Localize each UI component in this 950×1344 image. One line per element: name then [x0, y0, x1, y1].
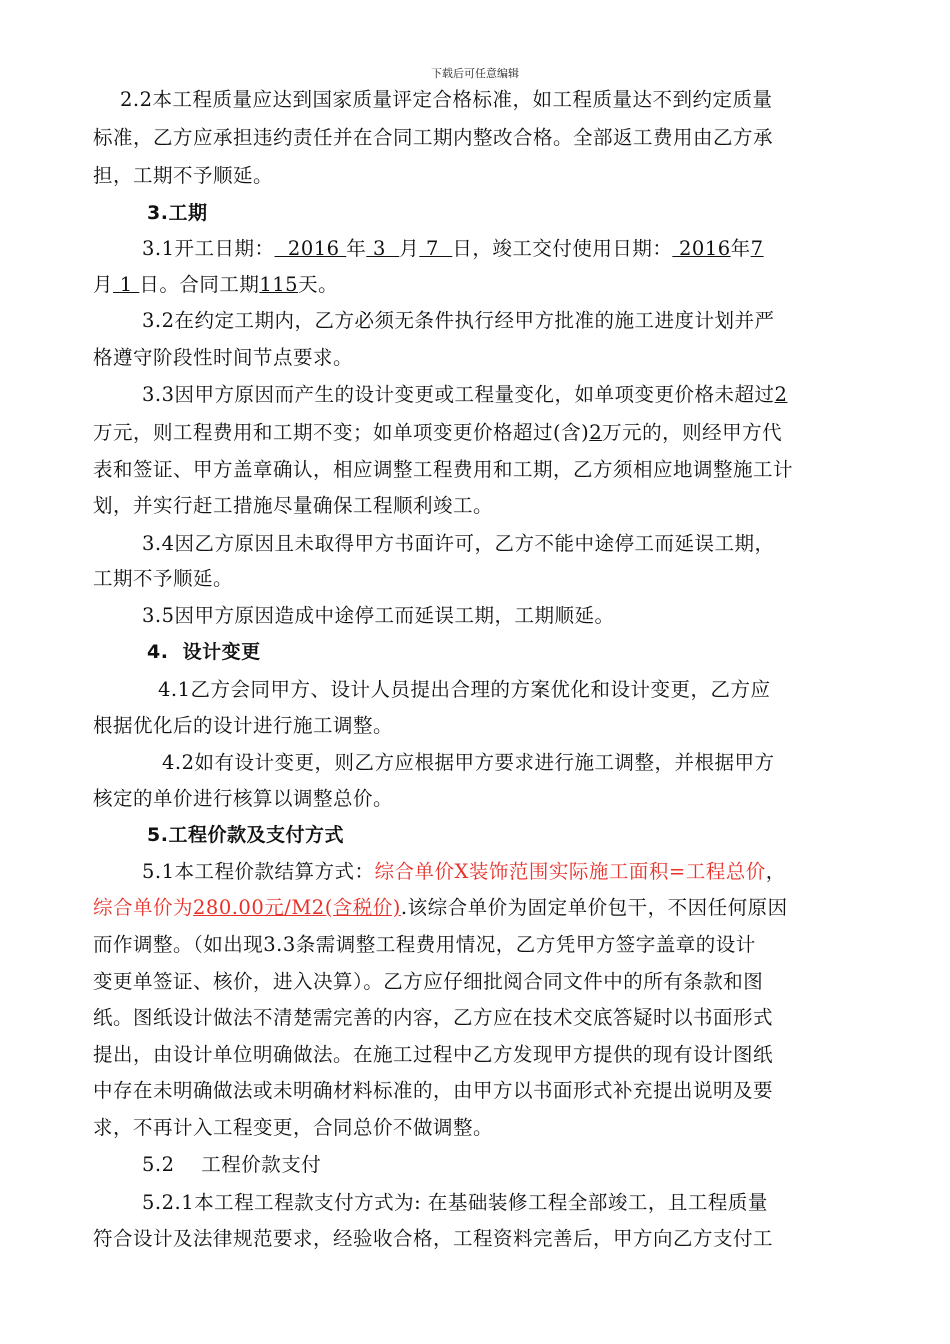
clause-2-2-line-2: 标准，乙方应承担违约责任并在合同工期内整改合格。全部返工费用由乙方承: [93, 126, 774, 149]
clause-3-2-line-2: 格遵守阶段性时间节点要求。: [93, 346, 354, 369]
clause-4-1-line-1: 4.1乙方会同甲方、设计人员提出合理的方案优化和设计变更，乙方应: [158, 678, 771, 701]
month-char-2: 月: [93, 273, 114, 296]
days-char: 天。: [298, 273, 339, 296]
start-day: 7: [419, 237, 453, 260]
clause-3-4-line-2: 工期不予顺延。: [93, 567, 234, 590]
unit-price-label: 综合单价为: [93, 896, 194, 919]
month-char: 月: [399, 237, 420, 260]
page-header: 下载后可任意编辑: [431, 67, 519, 80]
clause-2-2-line-1: 2.2本工程质量应达到国家质量评定合格标准，如工程质量达不到约定质量: [120, 88, 773, 111]
clause-5-1-line-1: 5.1本工程价款结算方式：综合单价X装饰范围实际施工面积=工程总价，: [142, 860, 786, 883]
end-year: 2016: [672, 237, 731, 260]
clause-5-1-line-5: 纸。图纸设计做法不清楚需完善的内容，乙方应在技术交底答疑时以书面形式: [93, 1006, 774, 1029]
clause-3-2-line-1: 3.2在约定工期内，乙方必须无条件执行经甲方批准的施工进度计划并严: [142, 309, 775, 332]
clause-5-1-line-6: 提出，由设计单位明确做法。在施工过程中乙方发现甲方提供的现有设计图纸: [93, 1043, 774, 1066]
clause-3-3-line-2: 万元，则工程费用和工期不变；如单项变更价格超过(含)2万元的，则经甲方代: [93, 421, 783, 444]
clause-5-1-line-4: 变更单签证、核价，进入决算）。乙方应仔细批阅合同文件中的所有条款和图: [93, 970, 764, 993]
clause-3-3-line-1: 3.3因甲方原因而产生的设计变更或工程量变化，如单项变更价格未超过2: [142, 383, 788, 406]
end-day: 1: [113, 273, 140, 296]
clause-3-3-line-3: 表和签证、甲方盖章确认，相应调整工程费用和工期，乙方须相应地调整施工计: [93, 458, 794, 481]
clause-5-1-line-2: 综合单价为280.00元/M2(含税价).该综合单价为固定单价包干，不因任何原因: [93, 896, 788, 919]
clause-3-5: 3.5因甲方原因造成中途停工而延误工期，工期顺延。: [142, 604, 615, 627]
clause-2-2-line-3: 担，工期不予顺延。: [93, 164, 274, 187]
duration-label: 日。合同工期: [139, 273, 260, 296]
end-month: 7: [750, 237, 764, 260]
clause-3-1-line-2: [93, 272, 338, 298]
section-5-heading: 5.工程价款及支付方式: [147, 824, 344, 846]
year-char-2: 年: [730, 237, 751, 260]
start-year: 2016: [274, 237, 347, 260]
clause-3-1-line-1: [142, 236, 764, 262]
pricing-formula: 综合单价X装饰范围实际施工面积=工程总价: [374, 860, 766, 883]
unit-price-value: 280.00元/M2(含税价): [193, 896, 401, 919]
clause-3-3-line-4: 划，并实行赶工措施尽量确保工程顺利竣工。: [93, 494, 494, 517]
clause-5-2-1-line-2: 符合设计及法律规范要求，经验收合格，工程资料完善后，甲方向乙方支付工: [93, 1227, 774, 1250]
section-4-heading: 4. 设计变更: [147, 641, 261, 663]
clause-4-2-line-1: 4.2如有设计变更，则乙方应根据甲方要求进行施工调整，并根据甲方: [162, 751, 775, 774]
change-threshold-2: 2: [589, 421, 603, 444]
year-char: 年: [346, 237, 367, 260]
change-threshold-1: 2: [774, 383, 788, 406]
section-3-heading: 3.工期: [147, 202, 208, 224]
clause-3-4-line-1: 3.4因乙方原因且未取得甲方书面许可，乙方不能中途停工而延误工期，: [142, 532, 775, 555]
clause-4-1-line-2: 根据优化后的设计进行施工调整。: [93, 714, 394, 737]
clause-5-2-heading: 5.2 工程价款支付: [142, 1153, 322, 1176]
clause-5-1-line-3: 而作调整。（如出现3.3条需调整工程费用情况，乙方凭甲方签字盖章的设计: [93, 933, 756, 956]
start-month: 3: [366, 237, 400, 260]
clause-4-2-line-2: 核定的单价进行核算以调整总价。: [93, 787, 394, 810]
completion-label: 日，竣工交付使用日期：: [452, 237, 673, 260]
clause-5-1-line-8: 求，不再计入工程变更，合同总价不做调整。: [93, 1116, 494, 1139]
clause-5-1-line-7: 中存在未明确做法或未明确材料标准的，由甲方以书面形式补充提出说明及要: [93, 1079, 774, 1102]
clause-5-2-1-line-1: 5.2.1本工程工程款支付方式为: 在基础装修工程全部竣工，且工程质量: [142, 1191, 768, 1214]
contract-duration: 115: [259, 273, 299, 296]
clause-3-1-start-label: 3.1开工日期：: [142, 237, 275, 260]
